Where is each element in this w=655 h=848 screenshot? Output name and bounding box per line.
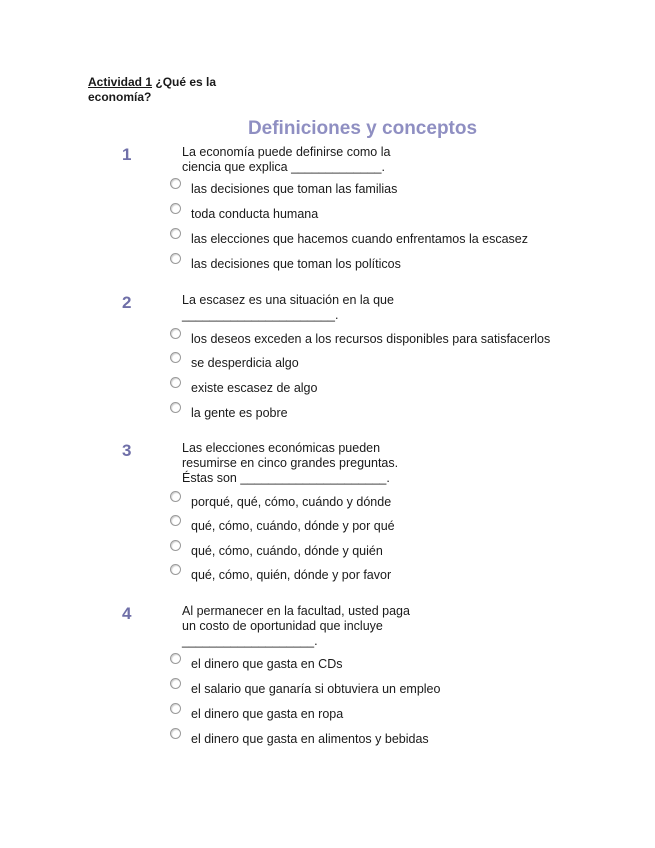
question-line: resumirse en cinco grandes preguntas. [182, 456, 399, 470]
option-label: qué, cómo, cuándo, dónde y quién [191, 544, 383, 558]
question-line: La economía puede definirse como la [182, 145, 391, 159]
radio-button[interactable] [170, 402, 181, 413]
option-label: las decisiones que toman las familias [191, 182, 398, 196]
activity-title: ¿Qué es la economía? [88, 75, 217, 104]
activity-heading [88, 75, 258, 105]
question-text [182, 441, 442, 486]
radio-button[interactable] [170, 540, 181, 551]
activity-label: Actividad 1 [88, 75, 153, 89]
radio-button[interactable] [170, 377, 181, 388]
radio-button[interactable] [170, 728, 181, 739]
radio-button[interactable] [170, 678, 181, 689]
radio-button[interactable] [170, 328, 181, 339]
option-label: el dinero que gasta en ropa [191, 707, 344, 721]
question-line: Éstas son _____________________. [182, 471, 390, 485]
option-label: el dinero que gasta en alimentos y bebidas [191, 732, 429, 746]
option-label: la gente es pobre [191, 406, 288, 420]
radio-button[interactable] [170, 491, 181, 502]
question-line: ______________________. [182, 308, 339, 322]
option-label: las elecciones que hacemos cuando enfrentamos la escasez [191, 232, 529, 246]
radio-button[interactable] [170, 564, 181, 575]
radio-button[interactable] [170, 178, 181, 189]
radio-button[interactable] [170, 653, 181, 664]
question-line: un costo de oportunidad que incluye [182, 619, 383, 633]
option-label: existe escasez de algo [191, 381, 318, 395]
page-title: Definiciones y conceptos [247, 118, 478, 139]
option-label: porqué, qué, cómo, cuándo y dónde [191, 495, 392, 509]
option-label: el salario que ganaría si obtuviera un empleo [191, 682, 441, 696]
radio-button[interactable] [170, 515, 181, 526]
question-text [182, 604, 442, 649]
option-label: los deseos exceden a los recursos disponibles para satisfacerlos [191, 332, 551, 346]
radio-button[interactable] [170, 228, 181, 239]
question-line: Las elecciones económicas pueden [182, 441, 381, 455]
option-label: qué, cómo, cuándo, dónde y por qué [191, 519, 395, 533]
radio-button[interactable] [170, 352, 181, 363]
radio-button[interactable] [170, 703, 181, 714]
question-line: Al permanecer en la facultad, usted paga [182, 604, 410, 618]
radio-button[interactable] [170, 253, 181, 264]
option-label: qué, cómo, quién, dónde y por favor [191, 568, 392, 582]
question-text [182, 293, 442, 323]
question-text [182, 145, 442, 175]
question-line: ciencia que explica _____________. [182, 160, 385, 174]
question-number: 2 [122, 293, 132, 312]
question-line: La escasez es una situación en la que [182, 293, 394, 307]
question-line: ___________________. [182, 634, 318, 648]
option-label: toda conducta humana [191, 207, 319, 221]
option-label: las decisiones que toman los políticos [191, 257, 401, 271]
question-number: 3 [122, 441, 132, 460]
option-label: se desperdicia algo [191, 356, 299, 370]
radio-button[interactable] [170, 203, 181, 214]
option-label: el dinero que gasta en CDs [191, 657, 343, 671]
question-number: 1 [122, 145, 132, 164]
question-number: 4 [122, 604, 132, 623]
